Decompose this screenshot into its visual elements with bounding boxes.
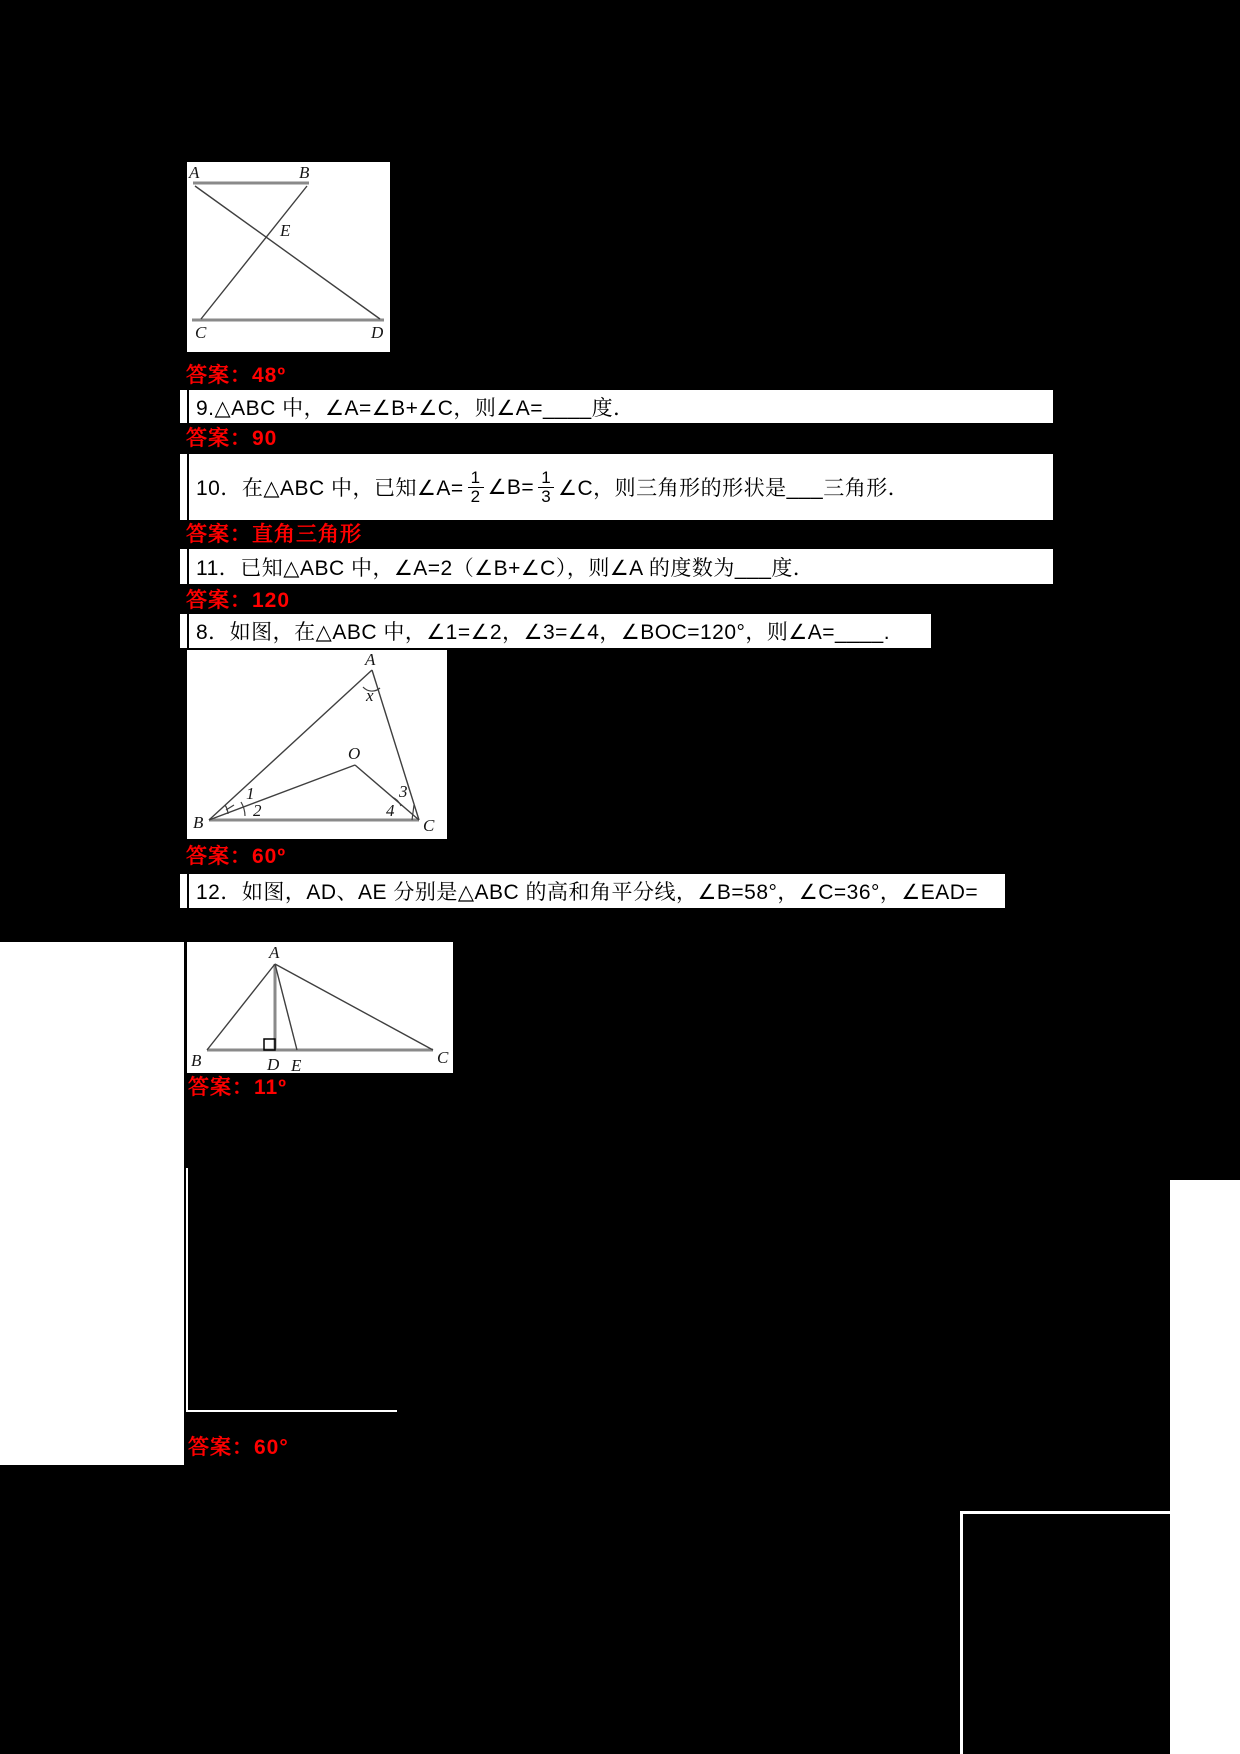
figure-intersecting-triangles bbox=[187, 162, 390, 352]
fraction-denominator: 3 bbox=[538, 487, 554, 506]
right-margin-strip bbox=[1170, 1180, 1240, 1754]
problem-10-prefix: 10．在△ABC 中，已知∠A= bbox=[196, 477, 464, 500]
table-border-line bbox=[187, 549, 189, 584]
answer-value: 120 bbox=[252, 589, 291, 612]
fig3-label-a: A bbox=[269, 943, 280, 962]
fig1-label-a: A bbox=[189, 163, 200, 182]
fig1-label-d: D bbox=[371, 323, 384, 342]
fig2-label-o: O bbox=[348, 744, 361, 763]
problem-9-row bbox=[180, 390, 1053, 423]
answer-label: 答案： bbox=[186, 364, 252, 387]
fig2-label-2: 2 bbox=[253, 801, 262, 820]
fraction-one-half bbox=[468, 469, 484, 506]
answer-value: 60° bbox=[254, 1436, 289, 1459]
fig2-label-4: 4 bbox=[386, 801, 395, 820]
problem-12-text: 12．如图，AD、AE 分别是△ABC 的高和角平分线，∠B=58°，∠C=36°，∠EAD= bbox=[196, 881, 979, 904]
fig2-label-3: 3 bbox=[399, 782, 408, 801]
left-margin-strip bbox=[0, 942, 184, 1465]
table-border-line bbox=[187, 390, 189, 423]
fraction-numerator: 1 bbox=[541, 467, 552, 487]
answer-12 bbox=[188, 1076, 287, 1100]
problem-11-row bbox=[180, 549, 1053, 584]
problem-10-text bbox=[180, 469, 909, 506]
fig2-label-b: B bbox=[193, 813, 204, 832]
answer-label: 答案： bbox=[186, 427, 252, 450]
inverted-figure-vertical-line bbox=[186, 1168, 188, 1412]
table-border-line bbox=[187, 454, 189, 520]
fig3-label-c: C bbox=[437, 1048, 449, 1067]
answer-9 bbox=[186, 427, 277, 451]
figure-triangle-altitude-bisector bbox=[187, 942, 453, 1073]
answer-last bbox=[188, 1436, 289, 1460]
problem-8-text: 8．如图，在△ABC 中，∠1=∠2，∠3=∠4，∠BOC=120°，则∠A=____. bbox=[196, 621, 891, 644]
answer-value: 60º bbox=[252, 845, 287, 868]
fig3-label-b: B bbox=[191, 1051, 202, 1070]
table-border-line bbox=[187, 614, 189, 648]
problem-10-row bbox=[180, 454, 1053, 520]
problem-10-mid: ∠B= bbox=[487, 475, 535, 499]
answer-label: 答案： bbox=[186, 523, 252, 546]
figure-box-altitude-bisector bbox=[187, 942, 453, 1073]
problem-12-row bbox=[180, 874, 1005, 908]
table-border-line bbox=[187, 874, 189, 908]
inverted-figure-horizontal-line bbox=[186, 1410, 397, 1412]
answer-11 bbox=[186, 589, 290, 613]
fig3-label-d: D bbox=[267, 1055, 280, 1073]
answer-10 bbox=[186, 523, 362, 547]
fig1-label-e: E bbox=[280, 221, 291, 240]
fig1-label-c: C bbox=[195, 323, 207, 342]
bottom-right-horizontal-line bbox=[960, 1511, 1170, 1514]
fig2-label-x: x bbox=[366, 686, 374, 705]
answer-value: 48º bbox=[252, 364, 287, 387]
answer-8 bbox=[186, 845, 286, 869]
fraction-denominator: 2 bbox=[468, 487, 484, 506]
answer-value: 11º bbox=[254, 1076, 287, 1099]
answer-fig-top bbox=[186, 364, 286, 388]
answer-value: 90 bbox=[252, 427, 278, 450]
bottom-right-vertical-line bbox=[960, 1511, 963, 1754]
answer-label: 答案： bbox=[188, 1076, 254, 1099]
fig2-label-1: 1 bbox=[246, 784, 255, 803]
fraction-numerator: 1 bbox=[470, 467, 481, 487]
answer-value: 直角三角形 bbox=[252, 523, 362, 546]
answer-label: 答案： bbox=[186, 589, 252, 612]
problem-11-text: 11．已知△ABC 中，∠A=2（∠B+∠C），则∠A 的度数为___度． bbox=[196, 556, 815, 580]
problem-9-text: 9.△ABC 中，∠A=∠B+∠C，则∠A=____度． bbox=[196, 396, 635, 420]
problem-8-row bbox=[180, 614, 931, 648]
fraction-one-third bbox=[538, 469, 554, 506]
figure-triangle-boc bbox=[187, 650, 445, 837]
answer-label: 答案： bbox=[186, 845, 252, 868]
problem-10-suffix: ∠C，则三角形的形状是___三角形． bbox=[558, 477, 910, 500]
fig3-label-e: E bbox=[291, 1056, 302, 1073]
figure-box-triangle-boc bbox=[185, 648, 447, 839]
figure-box-intersecting-triangles bbox=[185, 162, 390, 352]
answer-label: 答案： bbox=[188, 1436, 254, 1459]
fig1-label-b: B bbox=[299, 163, 310, 182]
fig2-label-a: A bbox=[365, 650, 376, 669]
fig2-label-c: C bbox=[423, 816, 435, 835]
